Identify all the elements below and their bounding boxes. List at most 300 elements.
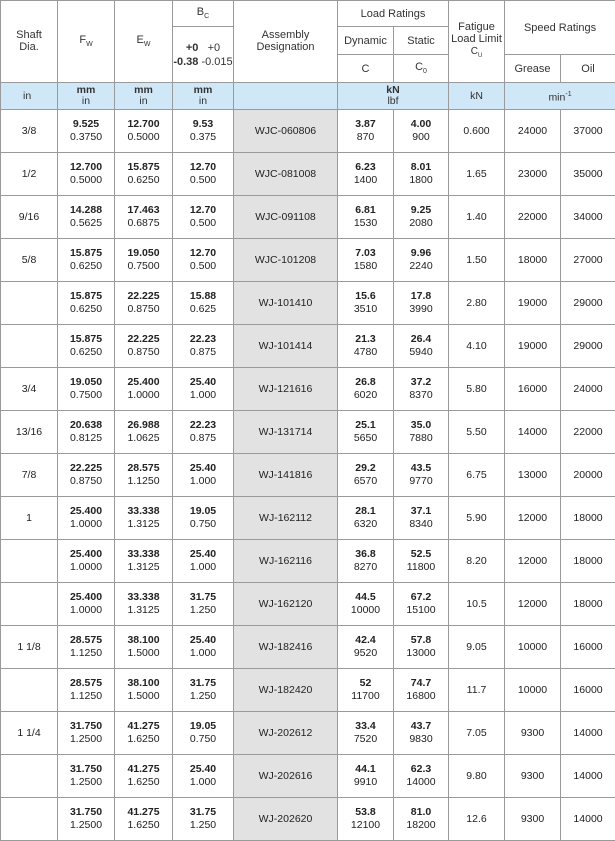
bc-cell-in: 1.250 xyxy=(173,604,233,617)
ew-cell xyxy=(115,626,173,669)
fw-cell xyxy=(58,669,115,712)
shaft-dia-cell: 5/8 xyxy=(1,239,58,282)
oil-cell: 27000 xyxy=(561,239,615,282)
fatigue-cell: 4.10 xyxy=(449,325,505,368)
ew-cell xyxy=(115,368,173,411)
fw-cell-mm: 31.750 xyxy=(58,720,114,733)
bc-cell-mm: 19.05 xyxy=(173,720,233,733)
grease-cell: 24000 xyxy=(505,110,561,153)
shaft-dia-cell xyxy=(1,798,58,841)
grease-cell: 9300 xyxy=(505,798,561,841)
fatigue-cell: 7.05 xyxy=(449,712,505,755)
dynamic-cell-mm: 42.4 xyxy=(338,634,393,647)
dynamic-cell-in: 7520 xyxy=(338,733,393,746)
table-row xyxy=(1,325,615,368)
static-cell xyxy=(394,540,449,583)
table-row xyxy=(1,368,615,411)
static-cell-in: 2080 xyxy=(394,217,448,230)
table-row xyxy=(1,110,615,153)
static-cell-in: 900 xyxy=(394,131,448,144)
fw-cell xyxy=(58,196,115,239)
ew-cell xyxy=(115,153,173,196)
static-cell-in: 8370 xyxy=(394,389,448,402)
oil-cell: 37000 xyxy=(561,110,615,153)
fw-label: F xyxy=(79,34,86,46)
static-cell-mm: 67.2 xyxy=(394,591,448,604)
static-cell-mm: 81.0 xyxy=(394,806,448,819)
fw-cell-mm: 31.750 xyxy=(58,806,114,819)
static-cell-in: 16800 xyxy=(394,690,448,703)
ew-cell-in: 0.7500 xyxy=(115,260,172,273)
ew-cell-mm: 17.463 xyxy=(115,204,172,217)
fw-cell-in: 0.8750 xyxy=(58,475,114,488)
grease-cell: 10000 xyxy=(505,626,561,669)
bc-cell-mm: 31.75 xyxy=(173,677,233,690)
static-cell-mm: 4.00 xyxy=(394,118,448,131)
static-cell-mm: 9.25 xyxy=(394,204,448,217)
shaft-dia-cell: 13/16 xyxy=(1,411,58,454)
shaft-dia-cell xyxy=(1,540,58,583)
shaft-dia-cell xyxy=(1,755,58,798)
dynamic-cell-mm: 21.3 xyxy=(338,333,393,346)
fw-cell-in: 1.0000 xyxy=(58,604,114,617)
bc-cell-in: 0.500 xyxy=(173,174,233,187)
oil-cell: 18000 xyxy=(561,497,615,540)
designation-cell: WJ-162120 xyxy=(234,583,338,626)
dynamic-cell-mm: 25.1 xyxy=(338,419,393,432)
dynamic-cell-in: 12100 xyxy=(338,819,393,832)
fatigue-label-line1: Fatigue xyxy=(458,21,495,33)
ew-cell xyxy=(115,411,173,454)
bc-cell-mm: 22.23 xyxy=(173,419,233,432)
ew-cell-in: 0.6875 xyxy=(115,217,172,230)
static-cell-in: 8340 xyxy=(394,518,448,531)
bc-cell-in: 1.000 xyxy=(173,389,233,402)
ew-cell-mm: 38.100 xyxy=(115,677,172,690)
fatigue-cell: 1.40 xyxy=(449,196,505,239)
ew-cell-in: 0.8750 xyxy=(115,303,172,316)
oil-header: Oil xyxy=(561,55,615,83)
dynamic-cell-mm: 33.4 xyxy=(338,720,393,733)
unit-fatigue: kN xyxy=(449,83,505,110)
shaft-label-line2: Dia. xyxy=(19,41,39,53)
dynamic-cell xyxy=(338,325,394,368)
fatigue-cell: 5.90 xyxy=(449,497,505,540)
dynamic-cell-in: 9520 xyxy=(338,647,393,660)
assembly-label-line1: Assembly xyxy=(262,29,310,41)
ew-cell-mm: 33.338 xyxy=(115,548,172,561)
static-cell xyxy=(394,325,449,368)
bc-label: B xyxy=(197,6,204,18)
bc-cell-mm: 25.40 xyxy=(173,634,233,647)
bc-cell xyxy=(173,196,234,239)
dynamic-cell xyxy=(338,454,394,497)
bc-header xyxy=(173,1,234,27)
ew-cell-in: 1.3125 xyxy=(115,604,172,617)
static-cell xyxy=(394,669,449,712)
static-cell-mm: 37.2 xyxy=(394,376,448,389)
ew-cell xyxy=(115,669,173,712)
dynamic-header: Dynamic xyxy=(338,27,394,55)
shaft-dia-header xyxy=(1,1,58,83)
bc-cell-mm: 19.05 xyxy=(173,505,233,518)
dynamic-cell-in: 1580 xyxy=(338,260,393,273)
bc-cell-in: 0.750 xyxy=(173,518,233,531)
dynamic-cell-mm: 53.8 xyxy=(338,806,393,819)
static-cell xyxy=(394,153,449,196)
designation-cell: WJ-121616 xyxy=(234,368,338,411)
ew-cell-in: 1.3125 xyxy=(115,561,172,574)
bc-cell-in: 1.000 xyxy=(173,475,233,488)
ew-cell-mm: 41.275 xyxy=(115,763,172,776)
ew-cell-mm: 33.338 xyxy=(115,505,172,518)
designation-cell: WJ-202612 xyxy=(234,712,338,755)
cu-label: C xyxy=(471,46,478,57)
static-cell xyxy=(394,239,449,282)
bc-cell-mm: 15.88 xyxy=(173,290,233,303)
c0-label: C xyxy=(415,61,423,73)
ew-sub: W xyxy=(144,42,151,49)
tol-plus-mm: +0 xyxy=(186,42,199,54)
ew-cell-mm: 33.338 xyxy=(115,591,172,604)
ew-cell-mm: 28.575 xyxy=(115,462,172,475)
table-row xyxy=(1,153,615,196)
fatigue-cell: 6.75 xyxy=(449,454,505,497)
fatigue-cell: 12.6 xyxy=(449,798,505,841)
fatigue-cell: 10.5 xyxy=(449,583,505,626)
static-cell-in: 7880 xyxy=(394,432,448,445)
static-cell-in: 15100 xyxy=(394,604,448,617)
unit-shaft: in xyxy=(1,83,58,110)
static-cell-mm: 43.5 xyxy=(394,462,448,475)
dynamic-cell xyxy=(338,110,394,153)
bc-cell xyxy=(173,540,234,583)
dynamic-cell xyxy=(338,153,394,196)
shaft-dia-cell xyxy=(1,669,58,712)
fw-cell-in: 0.6250 xyxy=(58,346,114,359)
designation-cell: WJ-131714 xyxy=(234,411,338,454)
shaft-dia-cell xyxy=(1,282,58,325)
fw-cell-in: 1.0000 xyxy=(58,518,114,531)
tol-plus-in: +0 xyxy=(208,42,221,54)
dynamic-cell xyxy=(338,411,394,454)
designation-cell: WJC-081008 xyxy=(234,153,338,196)
oil-cell: 18000 xyxy=(561,583,615,626)
static-cell xyxy=(394,712,449,755)
unit-bc-in: in xyxy=(199,95,207,107)
bc-cell xyxy=(173,798,234,841)
oil-cell: 14000 xyxy=(561,798,615,841)
fw-cell xyxy=(58,239,115,282)
oil-cell: 14000 xyxy=(561,755,615,798)
dynamic-cell-mm: 44.5 xyxy=(338,591,393,604)
bc-cell xyxy=(173,497,234,540)
static-cell-mm: 26.4 xyxy=(394,333,448,346)
fw-cell-mm: 9.525 xyxy=(58,118,114,131)
ew-cell-in: 1.0000 xyxy=(115,389,172,402)
tol-minus-mm: -0.38 xyxy=(173,56,198,68)
ew-cell-in: 1.0625 xyxy=(115,432,172,445)
ew-cell-in: 1.1250 xyxy=(115,475,172,488)
static-cell-mm: 74.7 xyxy=(394,677,448,690)
ew-cell xyxy=(115,110,173,153)
fatigue-cell: 5.80 xyxy=(449,368,505,411)
unit-load-lbf: lbf xyxy=(387,95,398,107)
bc-cell xyxy=(173,755,234,798)
static-cell xyxy=(394,497,449,540)
bc-cell xyxy=(173,669,234,712)
grease-cell: 12000 xyxy=(505,497,561,540)
fw-cell xyxy=(58,110,115,153)
fw-cell xyxy=(58,282,115,325)
static-cell-mm: 57.8 xyxy=(394,634,448,647)
ew-cell-in: 1.5000 xyxy=(115,647,172,660)
table-row xyxy=(1,798,615,841)
static-cell xyxy=(394,798,449,841)
ew-cell-mm: 38.100 xyxy=(115,634,172,647)
static-cell-in: 18200 xyxy=(394,819,448,832)
shaft-dia-cell: 7/8 xyxy=(1,454,58,497)
unit-fw-mm: mm xyxy=(77,84,96,96)
dynamic-cell xyxy=(338,368,394,411)
ew-cell xyxy=(115,712,173,755)
fw-cell-mm: 15.875 xyxy=(58,247,114,260)
fw-cell-mm: 12.700 xyxy=(58,161,114,174)
fw-cell-in: 0.5000 xyxy=(58,174,114,187)
static-cell xyxy=(394,411,449,454)
bc-cell-in: 1.250 xyxy=(173,819,233,832)
ew-header xyxy=(115,1,173,83)
fw-cell-mm: 22.225 xyxy=(58,462,114,475)
shaft-dia-cell xyxy=(1,325,58,368)
dynamic-cell-in: 5650 xyxy=(338,432,393,445)
static-cell-in: 11800 xyxy=(394,561,448,574)
dynamic-cell xyxy=(338,798,394,841)
fatigue-cell: 0.600 xyxy=(449,110,505,153)
fw-cell xyxy=(58,454,115,497)
shaft-dia-cell xyxy=(1,583,58,626)
table-row xyxy=(1,196,615,239)
static-cell-in: 1800 xyxy=(394,174,448,187)
fatigue-cell: 1.65 xyxy=(449,153,505,196)
bc-cell-in: 0.625 xyxy=(173,303,233,316)
cu-sub: U xyxy=(478,53,482,59)
fw-cell xyxy=(58,325,115,368)
oil-cell: 34000 xyxy=(561,196,615,239)
c-header: C xyxy=(338,55,394,83)
bc-cell-mm: 25.40 xyxy=(173,376,233,389)
fw-sub: W xyxy=(86,42,93,49)
table-row xyxy=(1,712,615,755)
ew-cell xyxy=(115,325,173,368)
dynamic-cell xyxy=(338,712,394,755)
designation-cell: WJ-141816 xyxy=(234,454,338,497)
designation-cell: WJ-162112 xyxy=(234,497,338,540)
ew-cell-mm: 19.050 xyxy=(115,247,172,260)
fw-cell-in: 0.6250 xyxy=(58,260,114,273)
fatigue-cell: 1.50 xyxy=(449,239,505,282)
dynamic-cell xyxy=(338,540,394,583)
designation-cell: WJ-182416 xyxy=(234,626,338,669)
bc-cell xyxy=(173,411,234,454)
ew-cell-in: 0.6250 xyxy=(115,174,172,187)
ew-cell xyxy=(115,282,173,325)
static-cell-in: 5940 xyxy=(394,346,448,359)
fw-cell xyxy=(58,712,115,755)
dynamic-cell-in: 1400 xyxy=(338,174,393,187)
table-row xyxy=(1,626,615,669)
oil-cell: 18000 xyxy=(561,540,615,583)
dynamic-cell-mm: 6.81 xyxy=(338,204,393,217)
dynamic-cell-mm: 7.03 xyxy=(338,247,393,260)
fatigue-cell: 9.80 xyxy=(449,755,505,798)
dynamic-cell-in: 1530 xyxy=(338,217,393,230)
dynamic-cell-in: 10000 xyxy=(338,604,393,617)
dynamic-cell-mm: 36.8 xyxy=(338,548,393,561)
table-row xyxy=(1,669,615,712)
bc-cell xyxy=(173,110,234,153)
static-cell-in: 3990 xyxy=(394,303,448,316)
dynamic-cell-in: 11700 xyxy=(338,690,393,703)
bc-cell xyxy=(173,239,234,282)
grease-cell: 9300 xyxy=(505,755,561,798)
table-row xyxy=(1,497,615,540)
static-cell-in: 9830 xyxy=(394,733,448,746)
tol-minus-in: -0.015 xyxy=(201,56,232,68)
dynamic-cell xyxy=(338,755,394,798)
fw-cell xyxy=(58,153,115,196)
dynamic-cell-in: 6020 xyxy=(338,389,393,402)
dynamic-cell-in: 4780 xyxy=(338,346,393,359)
ew-cell-mm: 22.225 xyxy=(115,290,172,303)
fw-cell-mm: 25.400 xyxy=(58,505,114,518)
bc-cell xyxy=(173,626,234,669)
fatigue-cell: 9.05 xyxy=(449,626,505,669)
fw-cell-in: 0.8125 xyxy=(58,432,114,445)
bc-cell xyxy=(173,368,234,411)
oil-cell: 29000 xyxy=(561,282,615,325)
bc-cell-mm: 12.70 xyxy=(173,247,233,260)
dynamic-cell-mm: 52 xyxy=(338,677,393,690)
bc-cell xyxy=(173,583,234,626)
c0-header xyxy=(394,55,449,83)
fatigue-label-line2: Load Limit xyxy=(451,33,502,45)
ew-cell-mm: 41.275 xyxy=(115,720,172,733)
fw-cell-mm: 25.400 xyxy=(58,591,114,604)
grease-cell: 19000 xyxy=(505,325,561,368)
unit-fw xyxy=(58,83,115,110)
fw-cell-mm: 28.575 xyxy=(58,634,114,647)
grease-cell: 12000 xyxy=(505,540,561,583)
fw-cell-in: 0.7500 xyxy=(58,389,114,402)
grease-cell: 16000 xyxy=(505,368,561,411)
fw-cell-in: 1.2500 xyxy=(58,776,114,789)
ew-cell-in: 1.6250 xyxy=(115,819,172,832)
designation-cell: WJC-091108 xyxy=(234,196,338,239)
fatigue-cell: 8.20 xyxy=(449,540,505,583)
static-cell xyxy=(394,755,449,798)
static-cell-mm: 37.1 xyxy=(394,505,448,518)
ew-cell xyxy=(115,497,173,540)
ew-cell-in: 0.8750 xyxy=(115,346,172,359)
table-row xyxy=(1,583,615,626)
ew-cell-mm: 26.988 xyxy=(115,419,172,432)
fw-cell-in: 1.2500 xyxy=(58,819,114,832)
bc-cell-in: 1.250 xyxy=(173,690,233,703)
fw-cell-mm: 28.575 xyxy=(58,677,114,690)
static-cell xyxy=(394,454,449,497)
fw-cell xyxy=(58,798,115,841)
static-cell xyxy=(394,583,449,626)
dynamic-cell-in: 6570 xyxy=(338,475,393,488)
static-cell-mm: 35.0 xyxy=(394,419,448,432)
ew-cell xyxy=(115,540,173,583)
oil-cell: 16000 xyxy=(561,626,615,669)
unit-ew-mm: mm xyxy=(134,84,153,96)
bc-cell-mm: 31.75 xyxy=(173,806,233,819)
dynamic-cell xyxy=(338,196,394,239)
oil-cell: 16000 xyxy=(561,669,615,712)
static-cell xyxy=(394,196,449,239)
static-cell-mm: 17.8 xyxy=(394,290,448,303)
bc-tolerance xyxy=(173,27,234,83)
ew-cell-mm: 25.400 xyxy=(115,376,172,389)
static-cell xyxy=(394,282,449,325)
fw-cell xyxy=(58,626,115,669)
load-ratings-header: Load Ratings xyxy=(338,1,449,27)
dynamic-cell xyxy=(338,239,394,282)
dynamic-cell-in: 8270 xyxy=(338,561,393,574)
bc-cell xyxy=(173,282,234,325)
bc-cell-mm: 12.70 xyxy=(173,161,233,174)
ew-cell xyxy=(115,583,173,626)
bc-cell-mm: 25.40 xyxy=(173,763,233,776)
static-cell-mm: 62.3 xyxy=(394,763,448,776)
shaft-label-line1: Shaft xyxy=(16,29,42,41)
fatigue-cell: 5.50 xyxy=(449,411,505,454)
fw-cell xyxy=(58,755,115,798)
assembly-label-line2: Designation xyxy=(256,41,314,53)
designation-cell: WJ-202620 xyxy=(234,798,338,841)
bc-cell xyxy=(173,454,234,497)
bc-cell-in: 0.875 xyxy=(173,432,233,445)
unit-speed-exp: -1 xyxy=(565,91,571,98)
grease-header: Grease xyxy=(505,55,561,83)
shaft-dia-cell: 1 1/8 xyxy=(1,626,58,669)
bc-cell xyxy=(173,153,234,196)
fw-cell xyxy=(58,583,115,626)
fw-cell-mm: 19.050 xyxy=(58,376,114,389)
designation-cell: WJ-162116 xyxy=(234,540,338,583)
shaft-dia-cell: 1 xyxy=(1,497,58,540)
designation-cell: WJ-101414 xyxy=(234,325,338,368)
grease-cell: 19000 xyxy=(505,282,561,325)
bc-cell-mm: 12.70 xyxy=(173,204,233,217)
fatigue-cell: 11.7 xyxy=(449,669,505,712)
fw-cell-in: 1.1250 xyxy=(58,690,114,703)
ew-cell-in: 1.5000 xyxy=(115,690,172,703)
fw-cell-in: 1.1250 xyxy=(58,647,114,660)
units-row xyxy=(1,83,615,110)
bc-cell-mm: 22.23 xyxy=(173,333,233,346)
grease-cell: 22000 xyxy=(505,196,561,239)
fw-cell-in: 1.0000 xyxy=(58,561,114,574)
table-row xyxy=(1,282,615,325)
unit-fw-in: in xyxy=(82,95,90,107)
fw-cell-in: 0.3750 xyxy=(58,131,114,144)
bc-cell-in: 1.000 xyxy=(173,776,233,789)
static-cell-in: 9770 xyxy=(394,475,448,488)
